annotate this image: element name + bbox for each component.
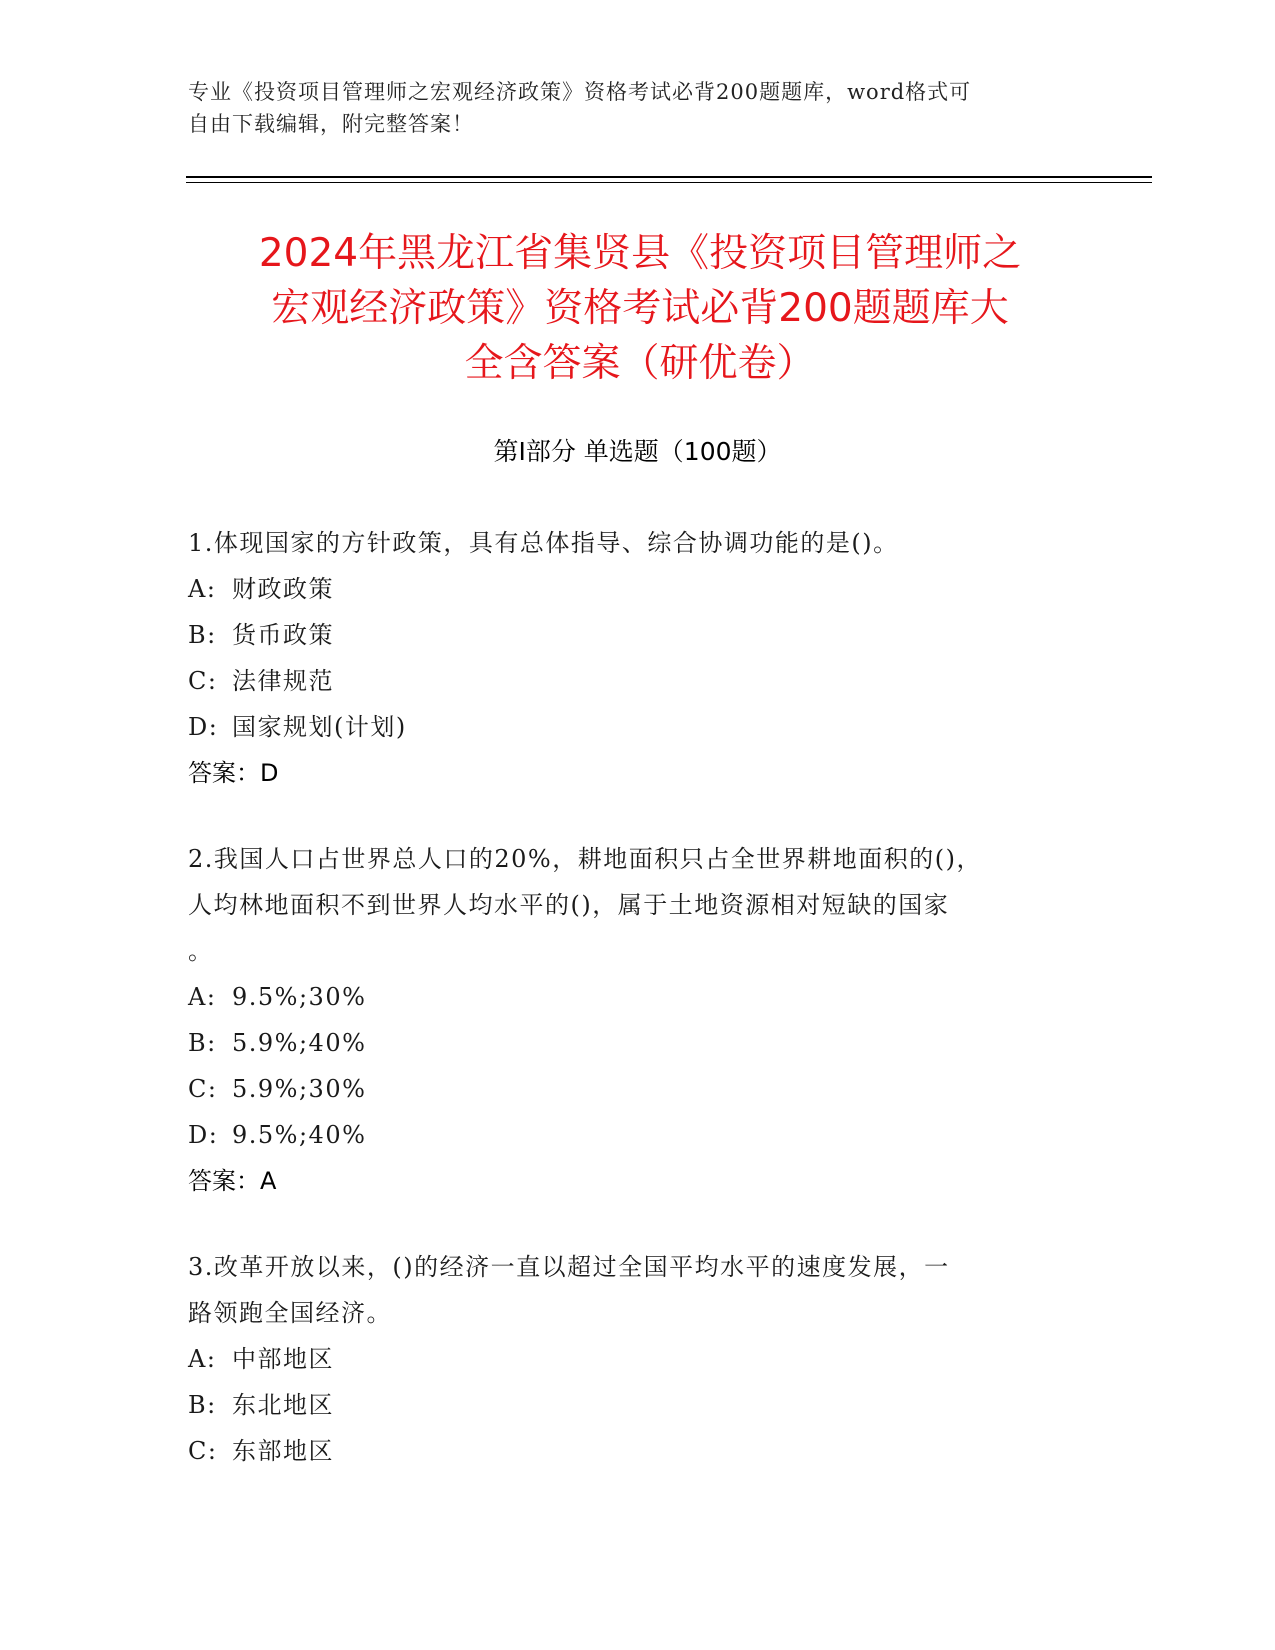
option-key: B: <box>188 1391 217 1419</box>
option-text: 货币政策 <box>232 621 334 649</box>
option-key: C: <box>188 667 218 695</box>
question-stem <box>188 836 1068 974</box>
question-list <box>188 520 1068 1514</box>
option-text: 5.9%;30% <box>232 1075 367 1103</box>
header-divider-thin <box>186 182 1152 183</box>
option-key: D: <box>188 713 219 741</box>
option-key: C: <box>188 1075 218 1103</box>
option-text: 9.5%;30% <box>232 983 367 1011</box>
option-c <box>188 1066 1068 1112</box>
title-line: 2024年黑龙江省集贤县《投资项目管理师之 <box>258 231 1022 276</box>
option-text: 财政政策 <box>232 575 334 603</box>
question-stem-line: 1.体现国家的方针政策，具有总体指导、综合协调功能的是()。 <box>188 529 899 557</box>
header-note <box>188 76 1068 140</box>
header-note-line: 专业《投资项目管理师之宏观经济政策》资格考试必背200题题库，word格式可 <box>188 80 972 104</box>
option-key: A: <box>188 1345 217 1373</box>
option-text: 东北地区 <box>232 1391 334 1419</box>
option-b <box>188 1020 1068 1066</box>
option-d <box>188 1112 1068 1158</box>
option-key: A: <box>188 575 217 603</box>
document-title <box>180 226 1100 391</box>
option-b <box>188 612 1068 658</box>
option-a <box>188 1336 1068 1382</box>
option-c <box>188 658 1068 704</box>
option-b <box>188 1382 1068 1428</box>
option-text: 法律规范 <box>232 667 334 695</box>
answer-line: 答案：A <box>188 1167 277 1195</box>
option-a <box>188 566 1068 612</box>
option-text: 9.5%;40% <box>232 1121 367 1149</box>
option-c <box>188 1428 1068 1474</box>
option-text: 东部地区 <box>232 1437 334 1465</box>
title-line: 宏观经济政策》资格考试必背200题题库大 <box>271 286 1009 331</box>
option-key: A: <box>188 983 217 1011</box>
title-line: 全含答案（研优卷） <box>464 341 816 386</box>
option-text: 中部地区 <box>232 1345 334 1373</box>
option-text: 国家规划(计划) <box>232 713 407 741</box>
question-stem-line: 人均林地面积不到世界人均水平的()，属于土地资源相对短缺的国家 <box>188 891 950 919</box>
option-key: B: <box>188 1029 217 1057</box>
question-stem <box>188 520 1068 566</box>
question-stem-line: 3.改革开放以来，()的经济一直以超过全国平均水平的速度发展，一 <box>188 1253 950 1281</box>
option-key: C: <box>188 1437 218 1465</box>
question-3 <box>188 1244 1068 1474</box>
question-stem-line: 路领跑全国经济。 <box>188 1299 392 1327</box>
option-key: D: <box>188 1121 219 1149</box>
question-1 <box>188 520 1068 796</box>
header-note-line: 自由下载编辑，附完整答案！ <box>188 112 474 136</box>
option-d <box>188 704 1068 750</box>
header-divider-thick <box>186 176 1152 178</box>
option-a <box>188 974 1068 1020</box>
question-stem-line: 2.我国人口占世界总人口的20%，耕地面积只占全世界耕地面积的()， <box>188 845 982 873</box>
answer-line: 答案：D <box>188 759 279 787</box>
section-heading: 第I部分 单选题（100题） <box>493 437 782 466</box>
option-text: 5.9%;40% <box>232 1029 367 1057</box>
question-stem <box>188 1244 1068 1336</box>
question-stem-line: 。 <box>188 937 214 965</box>
option-key: B: <box>188 621 217 649</box>
question-2 <box>188 836 1068 1204</box>
